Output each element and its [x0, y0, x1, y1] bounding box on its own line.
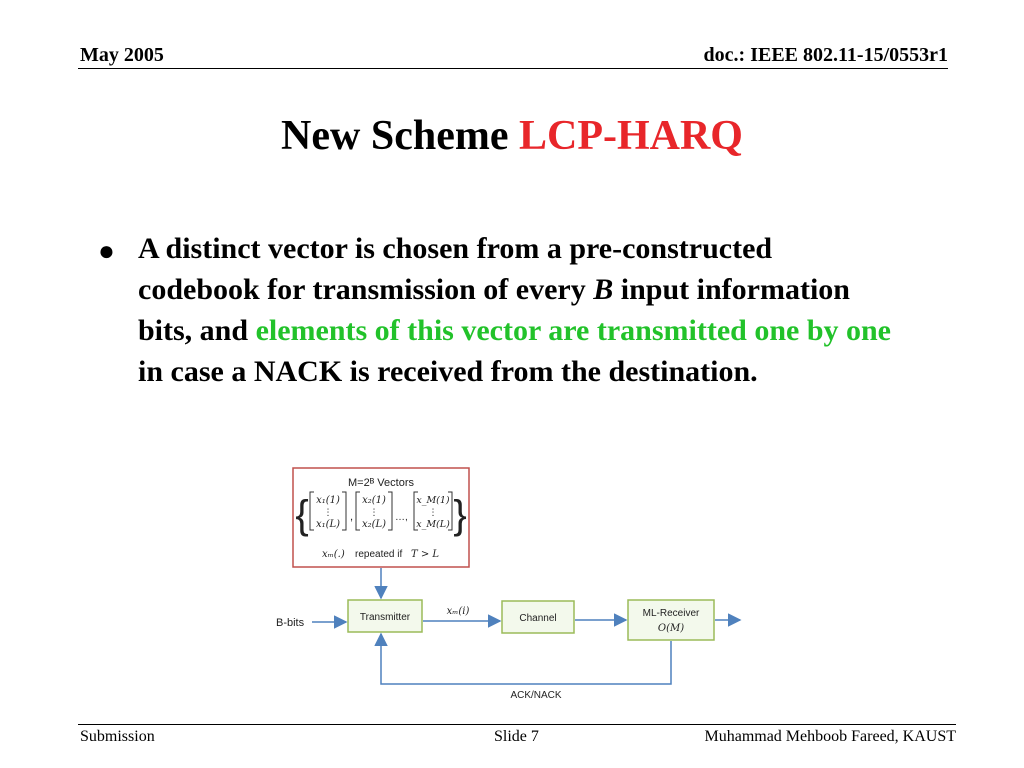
vector-2-top: x₂(1) — [362, 495, 386, 506]
header-date: May 2005 — [80, 44, 164, 66]
repeat-label: repeated if — [355, 549, 403, 560]
title-main: New Scheme — [281, 113, 519, 159]
vector-1-vdots: ⋮ — [323, 507, 333, 517]
vector-1-top: x₁(1) — [316, 495, 340, 506]
feedback-arrow — [381, 634, 671, 684]
slide-title — [0, 112, 1024, 160]
vector-1-comma: , — [350, 511, 354, 523]
codebook-left-brace: { — [295, 493, 309, 537]
signal-label: xₘ(i) — [446, 606, 470, 617]
codebook-title: M=2ᴮ Vectors — [347, 477, 415, 489]
footer-submission: Submission — [80, 728, 155, 745]
receiver-label: ML-Receiver — [642, 608, 700, 619]
repeat-term: xₘ(.) — [322, 549, 345, 560]
receiver-box — [628, 600, 714, 640]
channel-label: Channel — [519, 613, 557, 624]
lcp-harq-diagram — [270, 462, 750, 710]
transmitter-label: Transmitter — [359, 612, 411, 623]
footer-rule — [78, 724, 956, 725]
bullet-part-3: in case a NACK is received from the destination. — [138, 355, 758, 388]
bullet-part-1: A distinct vector is chosen from a pre-constructed codebook for transmission of every — [138, 232, 773, 306]
feedback-label: ACK/NACK — [510, 690, 562, 701]
vector-m-top: x_M(1) — [416, 495, 450, 506]
footer-slide-number: Slide 7 — [494, 728, 539, 745]
title-accent: LCP-HARQ — [518, 113, 743, 159]
receiver-complexity: O(M) — [657, 623, 685, 634]
bullet-text — [138, 228, 898, 392]
vector-1-bottom: x₁(L) — [315, 519, 341, 530]
vector-m-vdots: ⋮ — [428, 507, 438, 517]
codebook-ellipsis: …, — [395, 512, 408, 523]
vector-2-vdots: ⋮ — [369, 507, 379, 517]
header-rule — [78, 68, 948, 69]
vector-2-bottom: x₂(L) — [361, 519, 387, 530]
bullet-dot-icon: ● — [98, 236, 115, 267]
bullet-italic-b: B — [593, 273, 614, 306]
input-label: B-bits — [276, 617, 305, 629]
footer-author: Muhammad Mehboob Fareed, KAUST — [704, 728, 956, 745]
header-doc-id: doc.: IEEE 802.11-15/0553r1 — [703, 44, 948, 66]
vector-m-bottom: x_M(L) — [416, 519, 450, 530]
codebook-right-brace: } — [453, 493, 467, 537]
bullet-part-2: input information bits, and — [138, 273, 850, 347]
repeat-condition: T > L — [411, 549, 440, 560]
bullet-highlight: elements of this vector are transmitted one by one — [255, 314, 891, 347]
